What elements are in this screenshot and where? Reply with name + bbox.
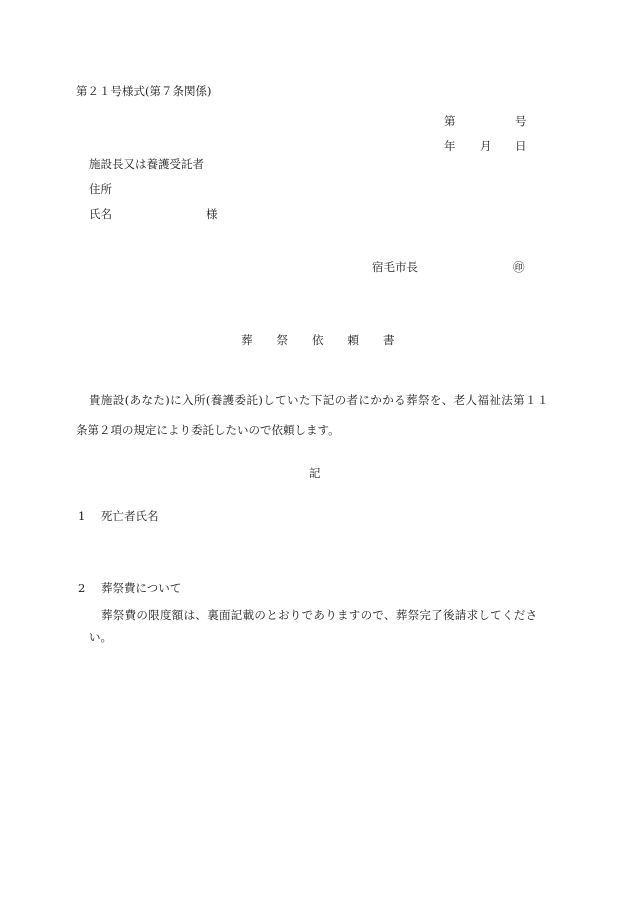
date-year: 年 bbox=[444, 139, 456, 153]
addressee-honorific: 様 bbox=[206, 207, 218, 221]
date-month: 月 bbox=[480, 139, 492, 153]
item-2-number: 2 bbox=[78, 581, 86, 595]
form-number-label: 第２１号様式(第７条関係) bbox=[76, 84, 212, 98]
doc-number-prefix: 第 bbox=[444, 114, 456, 128]
title-char: 葬 bbox=[241, 333, 253, 347]
funeral-note-line-2: い。 bbox=[89, 630, 112, 644]
sender-title: 宿毛市長 bbox=[372, 260, 418, 274]
title-char: 書 bbox=[383, 333, 395, 347]
date-day: 日 bbox=[515, 139, 527, 153]
title-char: 祭 bbox=[276, 333, 288, 347]
item-2-label: 葬祭費について bbox=[101, 581, 182, 595]
addressee-title: 施設長又は養護受託者 bbox=[89, 157, 204, 171]
document-title bbox=[241, 335, 395, 347]
doc-number-suffix: 号 bbox=[515, 114, 527, 128]
addressee-address-label: 住所 bbox=[89, 182, 112, 196]
item-1-label: 死亡者氏名 bbox=[101, 509, 159, 523]
title-char: 頼 bbox=[347, 333, 359, 347]
funeral-note-line-1: 葬祭費の限度額は、裏面記載のとおりでありますので、葬祭完了後請求してくださ bbox=[101, 608, 538, 622]
body-line-1: 貴施設(あなた)に入所(養護委託)していた下記の者にかかる葬祭を、老人福祉法第１１ bbox=[89, 393, 549, 407]
title-char: 依 bbox=[312, 333, 324, 347]
ki-mark: 記 bbox=[309, 466, 321, 480]
seal-mark: ㊞ bbox=[513, 260, 525, 274]
body-line-2: 条第２項の規定により委託したいので依頼します。 bbox=[76, 423, 340, 437]
item-1-number: 1 bbox=[78, 509, 86, 523]
addressee-name-label: 氏名 bbox=[89, 207, 112, 221]
